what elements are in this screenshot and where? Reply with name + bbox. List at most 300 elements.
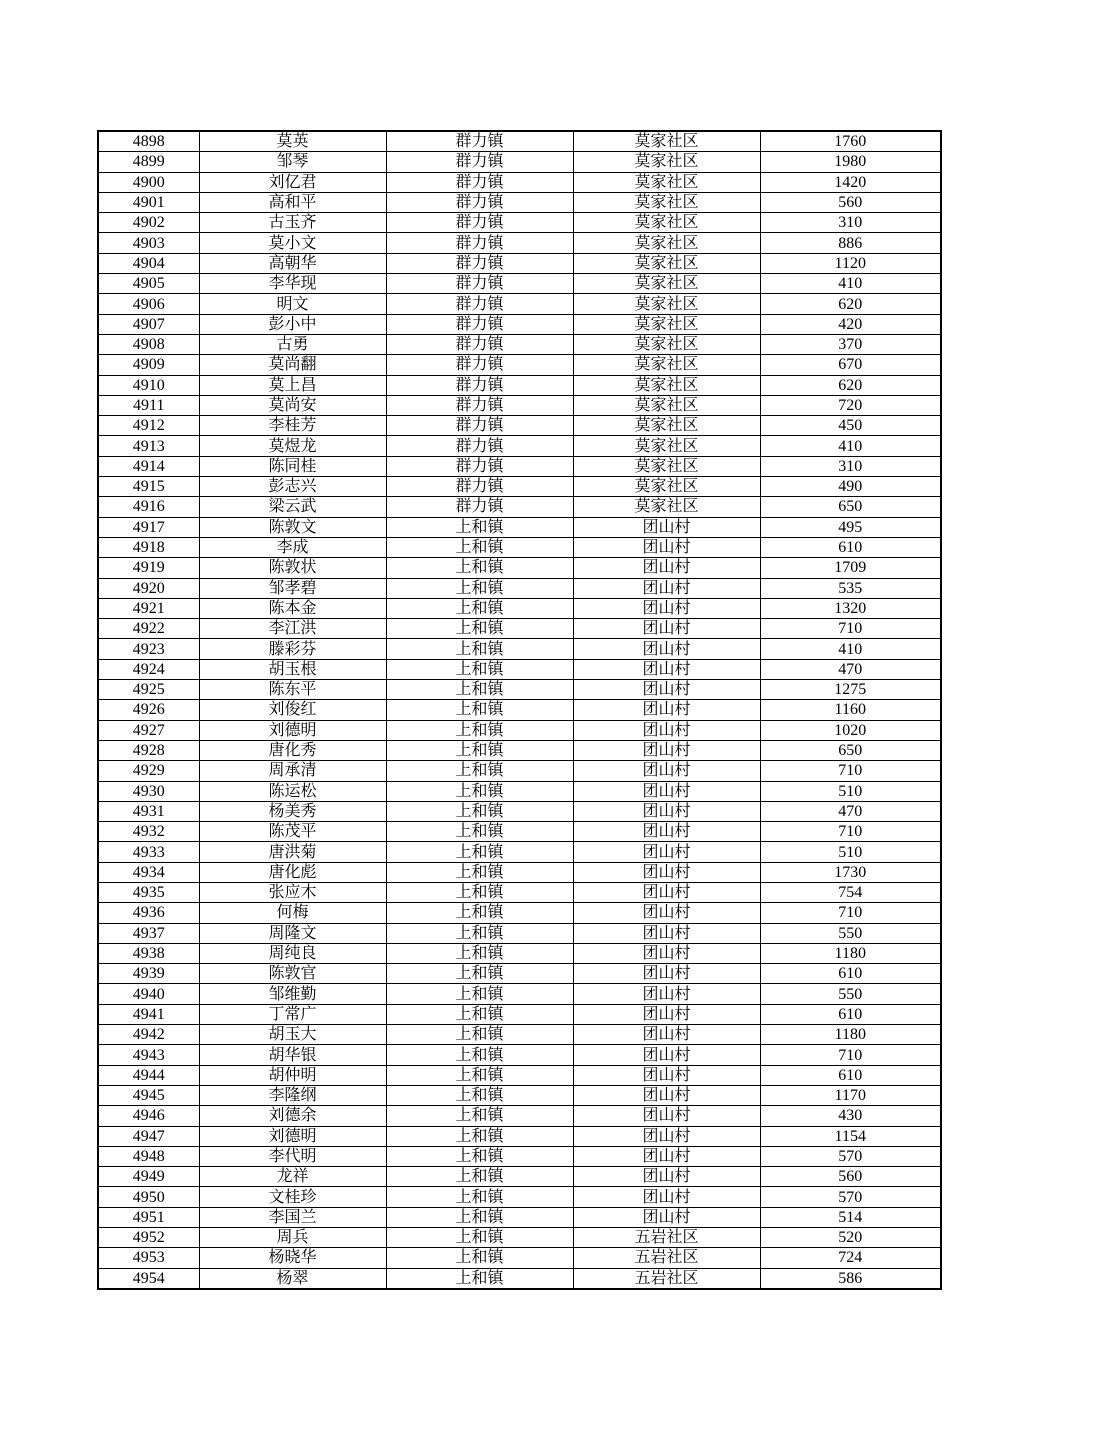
row-number-cell: 4933 (98, 842, 199, 862)
table-row (98, 801, 941, 821)
town-cell: 上和镇 (386, 1045, 573, 1065)
amount-cell: 1180 (760, 1025, 941, 1045)
table-row (98, 619, 941, 639)
town-cell: 上和镇 (386, 1187, 573, 1207)
community-cell: 五岩社区 (573, 1268, 760, 1289)
table-row (98, 274, 941, 294)
name-cell: 胡玉大 (199, 1025, 386, 1045)
name-cell: 陈敦文 (199, 517, 386, 537)
table-row (98, 964, 941, 984)
row-number-cell: 4947 (98, 1126, 199, 1146)
name-cell: 陈本金 (199, 598, 386, 618)
amount-cell: 650 (760, 740, 941, 760)
row-number-cell: 4917 (98, 517, 199, 537)
town-cell: 群力镇 (386, 477, 573, 497)
table-row (98, 436, 941, 456)
community-cell: 团山村 (573, 619, 760, 639)
table-row (98, 720, 941, 740)
row-number-cell: 4908 (98, 334, 199, 354)
amount-cell: 670 (760, 355, 941, 375)
community-cell: 五岩社区 (573, 1248, 760, 1268)
amount-cell: 610 (760, 1004, 941, 1024)
row-number-cell: 4919 (98, 558, 199, 578)
amount-cell: 420 (760, 314, 941, 334)
amount-cell: 620 (760, 294, 941, 314)
amount-cell: 1170 (760, 1085, 941, 1105)
name-cell: 高和平 (199, 192, 386, 212)
town-cell: 上和镇 (386, 1025, 573, 1045)
town-cell: 上和镇 (386, 1248, 573, 1268)
row-number-cell: 4902 (98, 213, 199, 233)
community-cell: 团山村 (573, 639, 760, 659)
town-cell: 上和镇 (386, 781, 573, 801)
table-row (98, 1106, 941, 1126)
row-number-cell: 4937 (98, 923, 199, 943)
name-cell: 李成 (199, 537, 386, 557)
amount-cell: 310 (760, 213, 941, 233)
town-cell: 群力镇 (386, 416, 573, 436)
amount-cell: 560 (760, 1167, 941, 1187)
row-number-cell: 4952 (98, 1228, 199, 1248)
row-number-cell: 4925 (98, 680, 199, 700)
town-cell: 上和镇 (386, 801, 573, 821)
table-row (98, 213, 941, 233)
amount-cell: 450 (760, 416, 941, 436)
row-number-cell: 4926 (98, 700, 199, 720)
table-row (98, 1228, 941, 1248)
amount-cell: 610 (760, 537, 941, 557)
table-row (98, 294, 941, 314)
name-cell: 莫上昌 (199, 375, 386, 395)
name-cell: 古勇 (199, 334, 386, 354)
amount-cell: 610 (760, 1065, 941, 1085)
amount-cell: 886 (760, 233, 941, 253)
amount-cell: 720 (760, 395, 941, 415)
town-cell: 上和镇 (386, 1167, 573, 1187)
town-cell: 群力镇 (386, 355, 573, 375)
row-number-cell: 4906 (98, 294, 199, 314)
table-row (98, 172, 941, 192)
name-cell: 彭志兴 (199, 477, 386, 497)
row-number-cell: 4912 (98, 416, 199, 436)
table-row (98, 659, 941, 679)
community-cell: 团山村 (573, 700, 760, 720)
town-cell: 群力镇 (386, 497, 573, 517)
community-cell: 团山村 (573, 659, 760, 679)
amount-cell: 410 (760, 639, 941, 659)
town-cell: 群力镇 (386, 213, 573, 233)
row-number-cell: 4899 (98, 152, 199, 172)
table-row (98, 903, 941, 923)
amount-cell: 754 (760, 882, 941, 902)
table-row (98, 152, 941, 172)
name-cell: 陈茂平 (199, 822, 386, 842)
row-number-cell: 4953 (98, 1248, 199, 1268)
community-cell: 团山村 (573, 578, 760, 598)
row-number-cell: 4942 (98, 1025, 199, 1045)
town-cell: 群力镇 (386, 131, 573, 152)
name-cell: 杨翠 (199, 1268, 386, 1289)
amount-cell: 710 (760, 619, 941, 639)
name-cell: 唐化秀 (199, 740, 386, 760)
community-cell: 莫家社区 (573, 456, 760, 476)
community-cell: 团山村 (573, 1004, 760, 1024)
town-cell: 群力镇 (386, 334, 573, 354)
town-cell: 上和镇 (386, 517, 573, 537)
name-cell: 邹维勤 (199, 984, 386, 1004)
town-cell: 上和镇 (386, 1228, 573, 1248)
town-cell: 上和镇 (386, 1085, 573, 1105)
name-cell: 胡华银 (199, 1045, 386, 1065)
name-cell: 刘俊红 (199, 700, 386, 720)
name-cell: 刘德余 (199, 1106, 386, 1126)
community-cell: 团山村 (573, 882, 760, 902)
town-cell: 上和镇 (386, 720, 573, 740)
town-cell: 上和镇 (386, 842, 573, 862)
row-number-cell: 4948 (98, 1146, 199, 1166)
name-cell: 陈东平 (199, 680, 386, 700)
table-row (98, 1045, 941, 1065)
row-number-cell: 4932 (98, 822, 199, 842)
town-cell: 上和镇 (386, 639, 573, 659)
amount-cell: 490 (760, 477, 941, 497)
row-number-cell: 4911 (98, 395, 199, 415)
name-cell: 丁常广 (199, 1004, 386, 1024)
amount-cell: 710 (760, 822, 941, 842)
data-table (97, 130, 942, 1290)
amount-cell: 510 (760, 781, 941, 801)
name-cell: 陈敦官 (199, 964, 386, 984)
community-cell: 团山村 (573, 822, 760, 842)
amount-cell: 1420 (760, 172, 941, 192)
community-cell: 莫家社区 (573, 233, 760, 253)
row-number-cell: 4934 (98, 862, 199, 882)
amount-cell: 710 (760, 903, 941, 923)
table-row (98, 862, 941, 882)
table-row (98, 598, 941, 618)
amount-cell: 514 (760, 1207, 941, 1227)
row-number-cell: 4954 (98, 1268, 199, 1289)
row-number-cell: 4945 (98, 1085, 199, 1105)
town-cell: 群力镇 (386, 314, 573, 334)
row-number-cell: 4914 (98, 456, 199, 476)
community-cell: 莫家社区 (573, 395, 760, 415)
row-number-cell: 4900 (98, 172, 199, 192)
town-cell: 上和镇 (386, 761, 573, 781)
town-cell: 上和镇 (386, 1126, 573, 1146)
amount-cell: 1154 (760, 1126, 941, 1146)
name-cell: 刘亿君 (199, 172, 386, 192)
name-cell: 李代明 (199, 1146, 386, 1166)
community-cell: 莫家社区 (573, 497, 760, 517)
row-number-cell: 4909 (98, 355, 199, 375)
community-cell: 团山村 (573, 1045, 760, 1065)
name-cell: 李隆纲 (199, 1085, 386, 1105)
row-number-cell: 4901 (98, 192, 199, 212)
row-number-cell: 4936 (98, 903, 199, 923)
table-row (98, 131, 941, 152)
community-cell: 五岩社区 (573, 1228, 760, 1248)
table-row (98, 740, 941, 760)
name-cell: 陈敦状 (199, 558, 386, 578)
town-cell: 上和镇 (386, 1065, 573, 1085)
table-row (98, 1126, 941, 1146)
row-number-cell: 4943 (98, 1045, 199, 1065)
amount-cell: 620 (760, 375, 941, 395)
community-cell: 团山村 (573, 1207, 760, 1227)
community-cell: 团山村 (573, 862, 760, 882)
community-cell: 团山村 (573, 1167, 760, 1187)
name-cell: 莫小文 (199, 233, 386, 253)
table-row (98, 578, 941, 598)
table-row (98, 477, 941, 497)
row-number-cell: 4922 (98, 619, 199, 639)
row-number-cell: 4903 (98, 233, 199, 253)
town-cell: 上和镇 (386, 700, 573, 720)
town-cell: 上和镇 (386, 984, 573, 1004)
community-cell: 莫家社区 (573, 172, 760, 192)
town-cell: 群力镇 (386, 294, 573, 314)
row-number-cell: 4951 (98, 1207, 199, 1227)
town-cell: 上和镇 (386, 740, 573, 760)
table-row (98, 1004, 941, 1024)
town-cell: 群力镇 (386, 172, 573, 192)
table-row (98, 375, 941, 395)
table-row (98, 984, 941, 1004)
table-row (98, 537, 941, 557)
amount-cell: 586 (760, 1268, 941, 1289)
table-row (98, 882, 941, 902)
community-cell: 团山村 (573, 598, 760, 618)
community-cell: 团山村 (573, 923, 760, 943)
table-row (98, 253, 941, 273)
name-cell: 古玉齐 (199, 213, 386, 233)
community-cell: 团山村 (573, 761, 760, 781)
community-cell: 团山村 (573, 801, 760, 821)
town-cell: 上和镇 (386, 1106, 573, 1126)
name-cell: 杨晓华 (199, 1248, 386, 1268)
amount-cell: 1980 (760, 152, 941, 172)
town-cell: 上和镇 (386, 943, 573, 963)
row-number-cell: 4939 (98, 964, 199, 984)
row-number-cell: 4935 (98, 882, 199, 902)
name-cell: 莫英 (199, 131, 386, 152)
town-cell: 上和镇 (386, 903, 573, 923)
town-cell: 上和镇 (386, 659, 573, 679)
table-row (98, 395, 941, 415)
town-cell: 上和镇 (386, 1004, 573, 1024)
town-cell: 群力镇 (386, 395, 573, 415)
amount-cell: 1760 (760, 131, 941, 152)
amount-cell: 470 (760, 801, 941, 821)
row-number-cell: 4940 (98, 984, 199, 1004)
amount-cell: 370 (760, 334, 941, 354)
table-row (98, 558, 941, 578)
table-row (98, 355, 941, 375)
town-cell: 上和镇 (386, 578, 573, 598)
table-row (98, 700, 941, 720)
community-cell: 团山村 (573, 680, 760, 700)
amount-cell: 520 (760, 1228, 941, 1248)
table-row (98, 497, 941, 517)
name-cell: 邹孝碧 (199, 578, 386, 598)
row-number-cell: 4949 (98, 1167, 199, 1187)
town-cell: 上和镇 (386, 598, 573, 618)
amount-cell: 430 (760, 1106, 941, 1126)
table-row (98, 923, 941, 943)
name-cell: 莫煜龙 (199, 436, 386, 456)
name-cell: 李桂芳 (199, 416, 386, 436)
amount-cell: 410 (760, 436, 941, 456)
community-cell: 团山村 (573, 1187, 760, 1207)
table-row (98, 314, 941, 334)
community-cell: 莫家社区 (573, 375, 760, 395)
amount-cell: 710 (760, 1045, 941, 1065)
amount-cell: 570 (760, 1146, 941, 1166)
community-cell: 团山村 (573, 1146, 760, 1166)
name-cell: 何梅 (199, 903, 386, 923)
town-cell: 上和镇 (386, 822, 573, 842)
table-row (98, 416, 941, 436)
name-cell: 莫尚翻 (199, 355, 386, 375)
town-cell: 群力镇 (386, 233, 573, 253)
amount-cell: 510 (760, 842, 941, 862)
town-cell: 群力镇 (386, 192, 573, 212)
row-number-cell: 4921 (98, 598, 199, 618)
amount-cell: 550 (760, 923, 941, 943)
town-cell: 上和镇 (386, 1146, 573, 1166)
name-cell: 李江洪 (199, 619, 386, 639)
name-cell: 陈同桂 (199, 456, 386, 476)
row-number-cell: 4929 (98, 761, 199, 781)
row-number-cell: 4918 (98, 537, 199, 557)
table-row (98, 842, 941, 862)
amount-cell: 470 (760, 659, 941, 679)
amount-cell: 550 (760, 984, 941, 1004)
table-row (98, 517, 941, 537)
table-body (98, 131, 941, 1289)
town-cell: 群力镇 (386, 152, 573, 172)
name-cell: 周承清 (199, 761, 386, 781)
name-cell: 周隆文 (199, 923, 386, 943)
amount-cell: 570 (760, 1187, 941, 1207)
row-number-cell: 4941 (98, 1004, 199, 1024)
amount-cell: 1730 (760, 862, 941, 882)
name-cell: 唐洪菊 (199, 842, 386, 862)
name-cell: 龙祥 (199, 1167, 386, 1187)
community-cell: 莫家社区 (573, 314, 760, 334)
name-cell: 周兵 (199, 1228, 386, 1248)
row-number-cell: 4946 (98, 1106, 199, 1126)
table-row (98, 1187, 941, 1207)
town-cell: 群力镇 (386, 436, 573, 456)
table-row (98, 1268, 941, 1289)
community-cell: 团山村 (573, 558, 760, 578)
town-cell: 上和镇 (386, 1207, 573, 1227)
amount-cell: 650 (760, 497, 941, 517)
community-cell: 团山村 (573, 1065, 760, 1085)
table-row (98, 1025, 941, 1045)
row-number-cell: 4950 (98, 1187, 199, 1207)
town-cell: 上和镇 (386, 619, 573, 639)
row-number-cell: 4927 (98, 720, 199, 740)
community-cell: 莫家社区 (573, 131, 760, 152)
community-cell: 团山村 (573, 964, 760, 984)
name-cell: 胡玉根 (199, 659, 386, 679)
name-cell: 梁云武 (199, 497, 386, 517)
table-row (98, 1167, 941, 1187)
row-number-cell: 4928 (98, 740, 199, 760)
name-cell: 刘德明 (199, 1126, 386, 1146)
table-row (98, 943, 941, 963)
community-cell: 团山村 (573, 842, 760, 862)
community-cell: 团山村 (573, 1085, 760, 1105)
table-row (98, 192, 941, 212)
row-number-cell: 4913 (98, 436, 199, 456)
community-cell: 莫家社区 (573, 355, 760, 375)
amount-cell: 495 (760, 517, 941, 537)
name-cell: 彭小中 (199, 314, 386, 334)
row-number-cell: 4920 (98, 578, 199, 598)
amount-cell: 710 (760, 761, 941, 781)
community-cell: 团山村 (573, 537, 760, 557)
row-number-cell: 4930 (98, 781, 199, 801)
town-cell: 群力镇 (386, 456, 573, 476)
row-number-cell: 4907 (98, 314, 199, 334)
community-cell: 团山村 (573, 720, 760, 740)
name-cell: 杨美秀 (199, 801, 386, 821)
name-cell: 明文 (199, 294, 386, 314)
town-cell: 上和镇 (386, 680, 573, 700)
amount-cell: 1160 (760, 700, 941, 720)
amount-cell: 1275 (760, 680, 941, 700)
community-cell: 莫家社区 (573, 477, 760, 497)
town-cell: 上和镇 (386, 923, 573, 943)
table-row (98, 1065, 941, 1085)
table-row (98, 781, 941, 801)
row-number-cell: 4915 (98, 477, 199, 497)
community-cell: 莫家社区 (573, 213, 760, 233)
row-number-cell: 4938 (98, 943, 199, 963)
amount-cell: 310 (760, 456, 941, 476)
name-cell: 唐化彪 (199, 862, 386, 882)
amount-cell: 535 (760, 578, 941, 598)
name-cell: 莫尚安 (199, 395, 386, 415)
town-cell: 上和镇 (386, 862, 573, 882)
town-cell: 群力镇 (386, 253, 573, 273)
table-row (98, 761, 941, 781)
row-number-cell: 4905 (98, 274, 199, 294)
amount-cell: 560 (760, 192, 941, 212)
row-number-cell: 4916 (98, 497, 199, 517)
table-row (98, 1146, 941, 1166)
community-cell: 莫家社区 (573, 416, 760, 436)
town-cell: 上和镇 (386, 1268, 573, 1289)
community-cell: 莫家社区 (573, 274, 760, 294)
row-number-cell: 4898 (98, 131, 199, 152)
community-cell: 团山村 (573, 903, 760, 923)
name-cell: 周纯良 (199, 943, 386, 963)
table-row (98, 233, 941, 253)
community-cell: 莫家社区 (573, 334, 760, 354)
row-number-cell: 4923 (98, 639, 199, 659)
table-row (98, 456, 941, 476)
name-cell: 胡仲明 (199, 1065, 386, 1085)
name-cell: 张应木 (199, 882, 386, 902)
row-number-cell: 4904 (98, 253, 199, 273)
name-cell: 文桂珍 (199, 1187, 386, 1207)
amount-cell: 724 (760, 1248, 941, 1268)
